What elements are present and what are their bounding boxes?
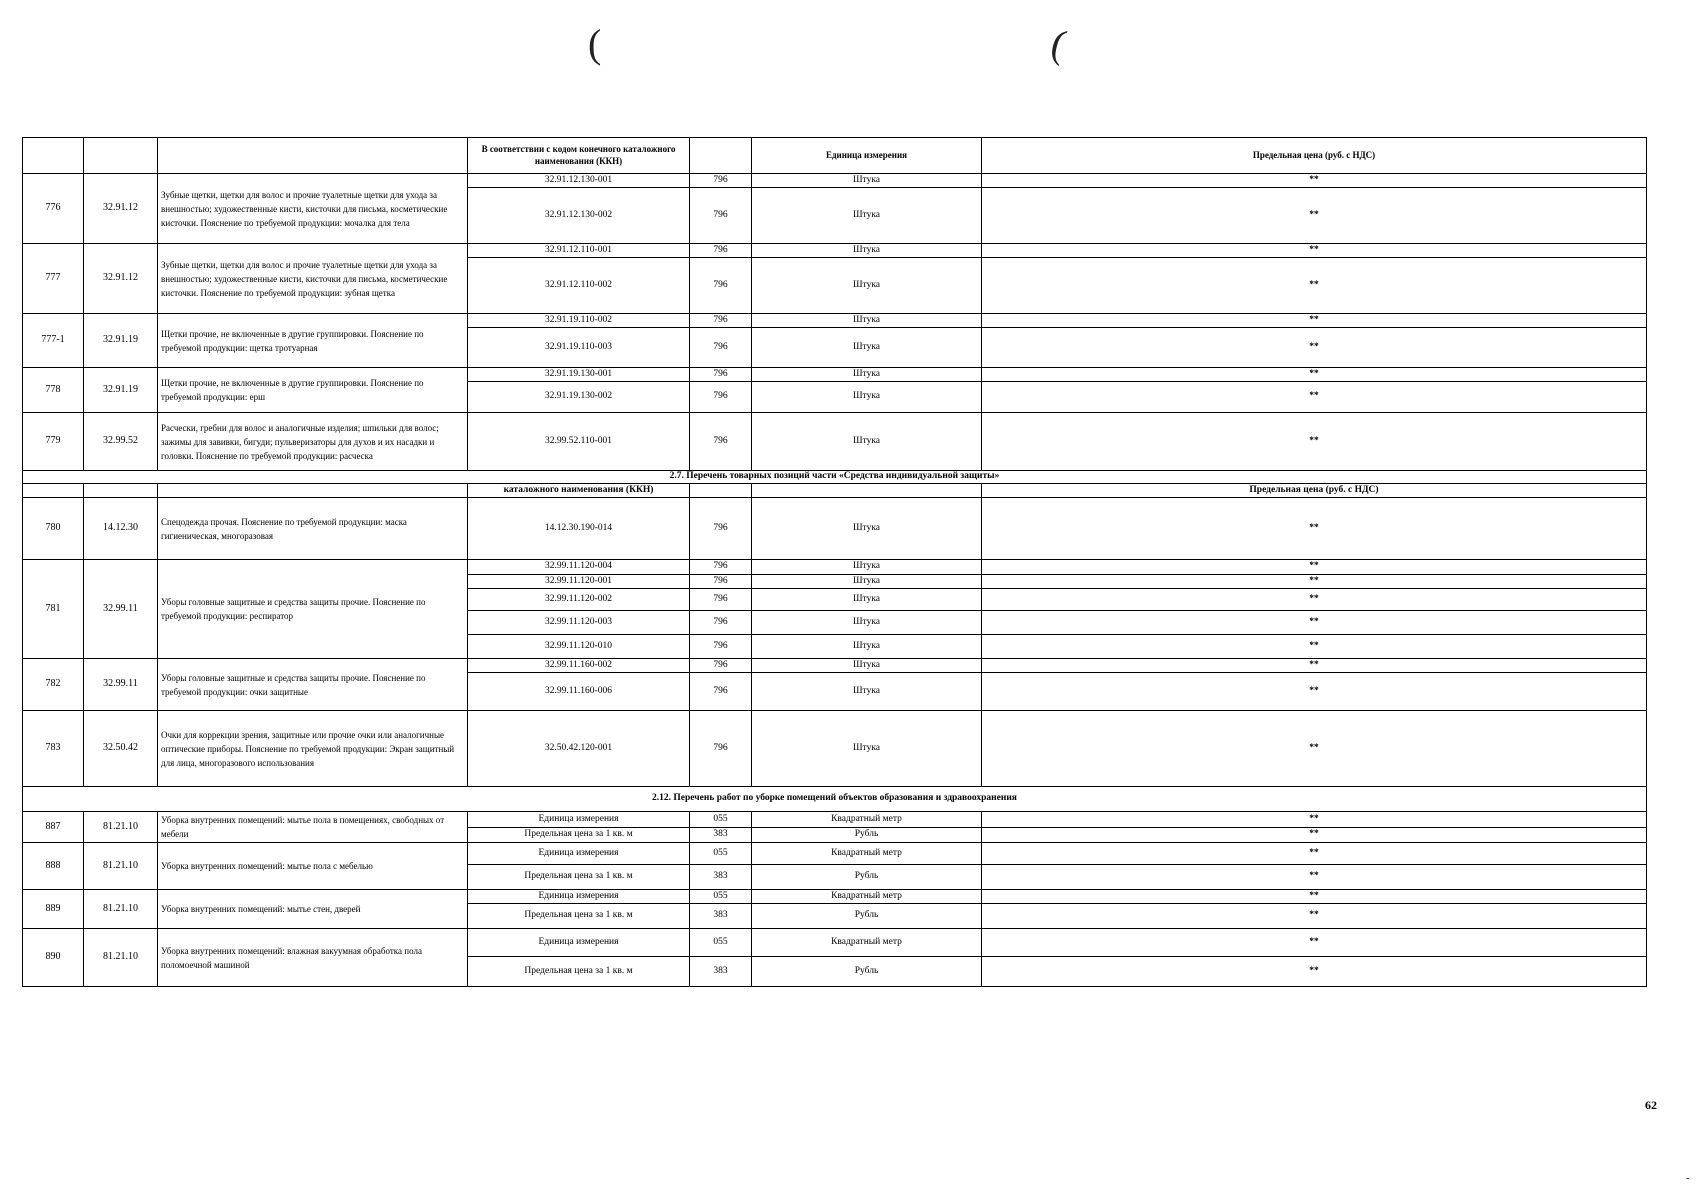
price-limit: ** xyxy=(982,560,1647,575)
unit-name: Штука xyxy=(752,174,982,188)
unit-name: Квадратный метр xyxy=(752,890,982,904)
unit-name: Штука xyxy=(752,258,982,314)
kkn-code: Предельная цена за 1 кв. м xyxy=(468,957,690,987)
kkn-code: 32.91.12.130-002 xyxy=(468,188,690,244)
kkn-code: 32.99.11.120-002 xyxy=(468,589,690,611)
okei-code: 796 xyxy=(690,560,752,575)
okpd-code: 32.91.12 xyxy=(84,244,158,314)
table-header xyxy=(23,138,1647,174)
okpd-code: 32.91.12 xyxy=(84,174,158,244)
kkn-code: Предельная цена за 1 кв. м xyxy=(468,904,690,929)
unit-name: Штука xyxy=(752,589,982,611)
unit-name: Штука xyxy=(752,368,982,382)
row-number: 888 xyxy=(23,843,84,890)
table-row xyxy=(23,498,1647,560)
item-description: Уборка внутренних помещений: мытье пола с мебелью xyxy=(158,843,468,890)
okei-code: 796 xyxy=(690,174,752,188)
unit-name: Рубль xyxy=(752,828,982,843)
kkn-code: 32.99.11.120-010 xyxy=(468,635,690,659)
table-row xyxy=(23,929,1647,957)
unit-name: Штука xyxy=(752,328,982,368)
unit-name: Квадратный метр xyxy=(752,812,982,828)
unit-name: Рубль xyxy=(752,865,982,890)
price-limit: ** xyxy=(982,711,1647,787)
price-limit: ** xyxy=(982,413,1647,471)
price-limit: ** xyxy=(982,258,1647,314)
unit-name: Штука xyxy=(752,244,982,258)
kkn-code: 14.12.30.190-014 xyxy=(468,498,690,560)
item-description: Щетки прочие, не включенные в другие группировки. Пояснение по требуемой продукции: ерш xyxy=(158,368,468,413)
okei-code: 796 xyxy=(690,314,752,328)
kkn-code: 32.99.11.120-001 xyxy=(468,575,690,589)
okpd-code: 32.99.11 xyxy=(84,560,158,659)
section-heading-row xyxy=(23,471,1647,484)
okei-code: 055 xyxy=(690,890,752,904)
kkn-code: Единица измерения xyxy=(468,812,690,828)
price-limit: ** xyxy=(982,812,1647,828)
row-number: 777 xyxy=(23,244,84,314)
okei-code: 796 xyxy=(690,382,752,413)
kkn-code: 32.99.11.120-004 xyxy=(468,560,690,575)
subheader-cell-empty xyxy=(23,484,84,498)
price-limit: ** xyxy=(982,673,1647,711)
header-unit: Единица измерения xyxy=(752,138,982,174)
corner-mark: - xyxy=(1686,1172,1690,1184)
subheader-kkn: каталожного наименования (ККН) xyxy=(468,484,690,498)
row-number: 889 xyxy=(23,890,84,929)
okpd-code: 32.99.52 xyxy=(84,413,158,471)
unit-name: Штука xyxy=(752,314,982,328)
price-limit: ** xyxy=(982,498,1647,560)
okei-code: 796 xyxy=(690,673,752,711)
okei-code: 796 xyxy=(690,611,752,635)
unit-name: Квадратный метр xyxy=(752,843,982,865)
item-description: Уборка внутренних помещений: влажная вакуумная обработка пола поломоечной машиной xyxy=(158,929,468,987)
section-title: 2.12. Перечень работ по уборке помещений объектов образования и здравоохранения xyxy=(23,787,1647,812)
okei-code: 796 xyxy=(690,328,752,368)
okei-code: 796 xyxy=(690,498,752,560)
price-limit: ** xyxy=(982,904,1647,929)
unit-name: Штука xyxy=(752,575,982,589)
subheader-cell-empty xyxy=(158,484,468,498)
row-number: 779 xyxy=(23,413,84,471)
table-row xyxy=(23,174,1647,188)
price-limit: ** xyxy=(982,575,1647,589)
okei-code: 055 xyxy=(690,812,752,828)
price-limit: ** xyxy=(982,659,1647,673)
kkn-code: 32.91.12.110-001 xyxy=(468,244,690,258)
okei-code: 796 xyxy=(690,659,752,673)
row-number: 890 xyxy=(23,929,84,987)
okpd-code: 32.91.19 xyxy=(84,368,158,413)
table-row xyxy=(23,560,1647,575)
header-kkn: В соответствии с кодом конечного каталожного наименования (ККН) xyxy=(468,138,690,174)
okei-code: 383 xyxy=(690,904,752,929)
table-row xyxy=(23,244,1647,258)
subheader-cell-empty xyxy=(690,484,752,498)
table-row xyxy=(23,711,1647,787)
item-description: Зубные щетки, щетки для волос и прочие туалетные щетки для ухода за внешностью; художественные кисти, кисточки для письма, косметические кисточки. Пояснение по требуемой продукции: мочалка для тела xyxy=(158,174,468,244)
row-number: 782 xyxy=(23,659,84,711)
subheader-cell-empty xyxy=(84,484,158,498)
price-limit: ** xyxy=(982,611,1647,635)
table-row xyxy=(23,368,1647,382)
okei-code: 055 xyxy=(690,929,752,957)
price-limit: ** xyxy=(982,244,1647,258)
item-description: Уборка внутренних помещений: мытье стен, дверей xyxy=(158,890,468,929)
table-row xyxy=(23,659,1647,673)
kkn-code: 32.91.12.110-002 xyxy=(468,258,690,314)
item-description: Очки для коррекции зрения, защитные или прочие очки или аналогичные оптические приборы. Пояснение по требуемой продукции: Экран защитный для лица, многоразового использования xyxy=(158,711,468,787)
price-limit: ** xyxy=(982,314,1647,328)
kkn-code: Предельная цена за 1 кв. м xyxy=(468,865,690,890)
section-title: 2.7. Перечень товарных позиций части «Средства индивидуальной защиты» xyxy=(23,471,1647,484)
kkn-code: Единица измерения xyxy=(468,929,690,957)
okpd-code: 32.50.42 xyxy=(84,711,158,787)
unit-name: Штука xyxy=(752,188,982,244)
item-description: Уборы головные защитные и средства защиты прочие. Пояснение по требуемой продукции: респиратор xyxy=(158,560,468,659)
item-description: Расчески, гребни для волос и аналогичные изделия; шпильки для волос; зажимы для завивки, бигуди; пульверизаторы для духов и их насадки и головки. Пояснение по требуемой продукции: расческа xyxy=(158,413,468,471)
row-number: 776 xyxy=(23,174,84,244)
unit-name: Штука xyxy=(752,413,982,471)
okei-code: 796 xyxy=(690,589,752,611)
price-limit: ** xyxy=(982,188,1647,244)
row-number: 777-1 xyxy=(23,314,84,368)
kkn-code: 32.91.12.130-001 xyxy=(468,174,690,188)
okei-code: 796 xyxy=(690,368,752,382)
okei-code: 383 xyxy=(690,957,752,987)
header-cell-empty xyxy=(84,138,158,174)
unit-name: Рубль xyxy=(752,957,982,987)
kkn-code: Единица измерения xyxy=(468,890,690,904)
okei-code: 383 xyxy=(690,865,752,890)
item-description: Уборка внутренних помещений: мытье пола в помещениях, свободных от мебели xyxy=(158,812,468,843)
item-description: Щетки прочие, не включенные в другие группировки. Пояснение по требуемой продукции: щетка тротуарная xyxy=(158,314,468,368)
okei-code: 796 xyxy=(690,711,752,787)
row-number: 783 xyxy=(23,711,84,787)
okei-code: 796 xyxy=(690,413,752,471)
header-cell-empty xyxy=(23,138,84,174)
okpd-code: 14.12.30 xyxy=(84,498,158,560)
price-limit: ** xyxy=(982,929,1647,957)
header-price: Предельная цена (руб. с НДС) xyxy=(982,138,1647,174)
price-limit: ** xyxy=(982,174,1647,188)
subheader-row xyxy=(23,484,1647,498)
okei-code: 796 xyxy=(690,575,752,589)
row-number: 781 xyxy=(23,560,84,659)
item-description: Уборы головные защитные и средства защиты прочие. Пояснение по требуемой продукции: очки защитные xyxy=(158,659,468,711)
header-cell-empty xyxy=(690,138,752,174)
kkn-code: 32.91.19.110-003 xyxy=(468,328,690,368)
okpd-code: 32.91.19 xyxy=(84,314,158,368)
price-limit: ** xyxy=(982,368,1647,382)
price-limit: ** xyxy=(982,828,1647,843)
kkn-code: 32.99.11.120-003 xyxy=(468,611,690,635)
kkn-code: Единица измерения xyxy=(468,843,690,865)
price-limit: ** xyxy=(982,843,1647,865)
scan-mark-left: ( xyxy=(588,21,602,66)
kkn-code: 32.91.19.130-001 xyxy=(468,368,690,382)
kkn-code: 32.50.42.120-001 xyxy=(468,711,690,787)
row-number: 887 xyxy=(23,812,84,843)
price-limit: ** xyxy=(982,890,1647,904)
okpd-code: 32.99.11 xyxy=(84,659,158,711)
kkn-code: 32.99.11.160-006 xyxy=(468,673,690,711)
okei-code: 796 xyxy=(690,188,752,244)
header-cell-empty xyxy=(158,138,468,174)
unit-name: Штука xyxy=(752,560,982,575)
unit-name: Штука xyxy=(752,611,982,635)
okei-code: 055 xyxy=(690,843,752,865)
okpd-code: 81.21.10 xyxy=(84,812,158,843)
subheader-price: Предельная цена (руб. с НДС) xyxy=(982,484,1647,498)
okei-code: 796 xyxy=(690,244,752,258)
row-number: 778 xyxy=(23,368,84,413)
kkn-code: Предельная цена за 1 кв. м xyxy=(468,828,690,843)
okpd-code: 81.21.10 xyxy=(84,890,158,929)
kkn-code: 32.91.19.130-002 xyxy=(468,382,690,413)
price-limit: ** xyxy=(982,865,1647,890)
okei-code: 796 xyxy=(690,635,752,659)
unit-name: Квадратный метр xyxy=(752,929,982,957)
price-limit: ** xyxy=(982,382,1647,413)
unit-name: Штука xyxy=(752,498,982,560)
price-limit: ** xyxy=(982,328,1647,368)
table-row xyxy=(23,843,1647,865)
scan-mark-right: ( xyxy=(1046,20,1071,67)
unit-name: Штука xyxy=(752,673,982,711)
page-number: 62 xyxy=(1645,1098,1657,1112)
okpd-code: 81.21.10 xyxy=(84,929,158,987)
kkn-code: 32.99.11.160-002 xyxy=(468,659,690,673)
item-description: Спецодежда прочая. Пояснение по требуемой продукции: маска гигиеническая, многоразовая xyxy=(158,498,468,560)
price-limit: ** xyxy=(982,589,1647,611)
unit-name: Рубль xyxy=(752,904,982,929)
table-row xyxy=(23,413,1647,471)
table-row xyxy=(23,890,1647,904)
okei-code: 796 xyxy=(690,258,752,314)
unit-name: Штука xyxy=(752,382,982,413)
row-number: 780 xyxy=(23,498,84,560)
okei-code: 383 xyxy=(690,828,752,843)
kkn-code: 32.99.52.110-001 xyxy=(468,413,690,471)
price-table xyxy=(22,137,1647,987)
table-row xyxy=(23,314,1647,328)
unit-name: Штука xyxy=(752,711,982,787)
unit-name: Штука xyxy=(752,659,982,673)
kkn-code: 32.91.19.110-002 xyxy=(468,314,690,328)
section-heading-row xyxy=(23,787,1647,812)
subheader-cell-empty xyxy=(752,484,982,498)
price-limit: ** xyxy=(982,635,1647,659)
item-description: Зубные щетки, щетки для волос и прочие туалетные щетки для ухода за внешностью; художественные кисти, кисточки для письма, косметические кисточки. Пояснение по требуемой продукции: зубная щетка xyxy=(158,244,468,314)
table-row xyxy=(23,812,1647,828)
okpd-code: 81.21.10 xyxy=(84,843,158,890)
unit-name: Штука xyxy=(752,635,982,659)
price-limit: ** xyxy=(982,957,1647,987)
